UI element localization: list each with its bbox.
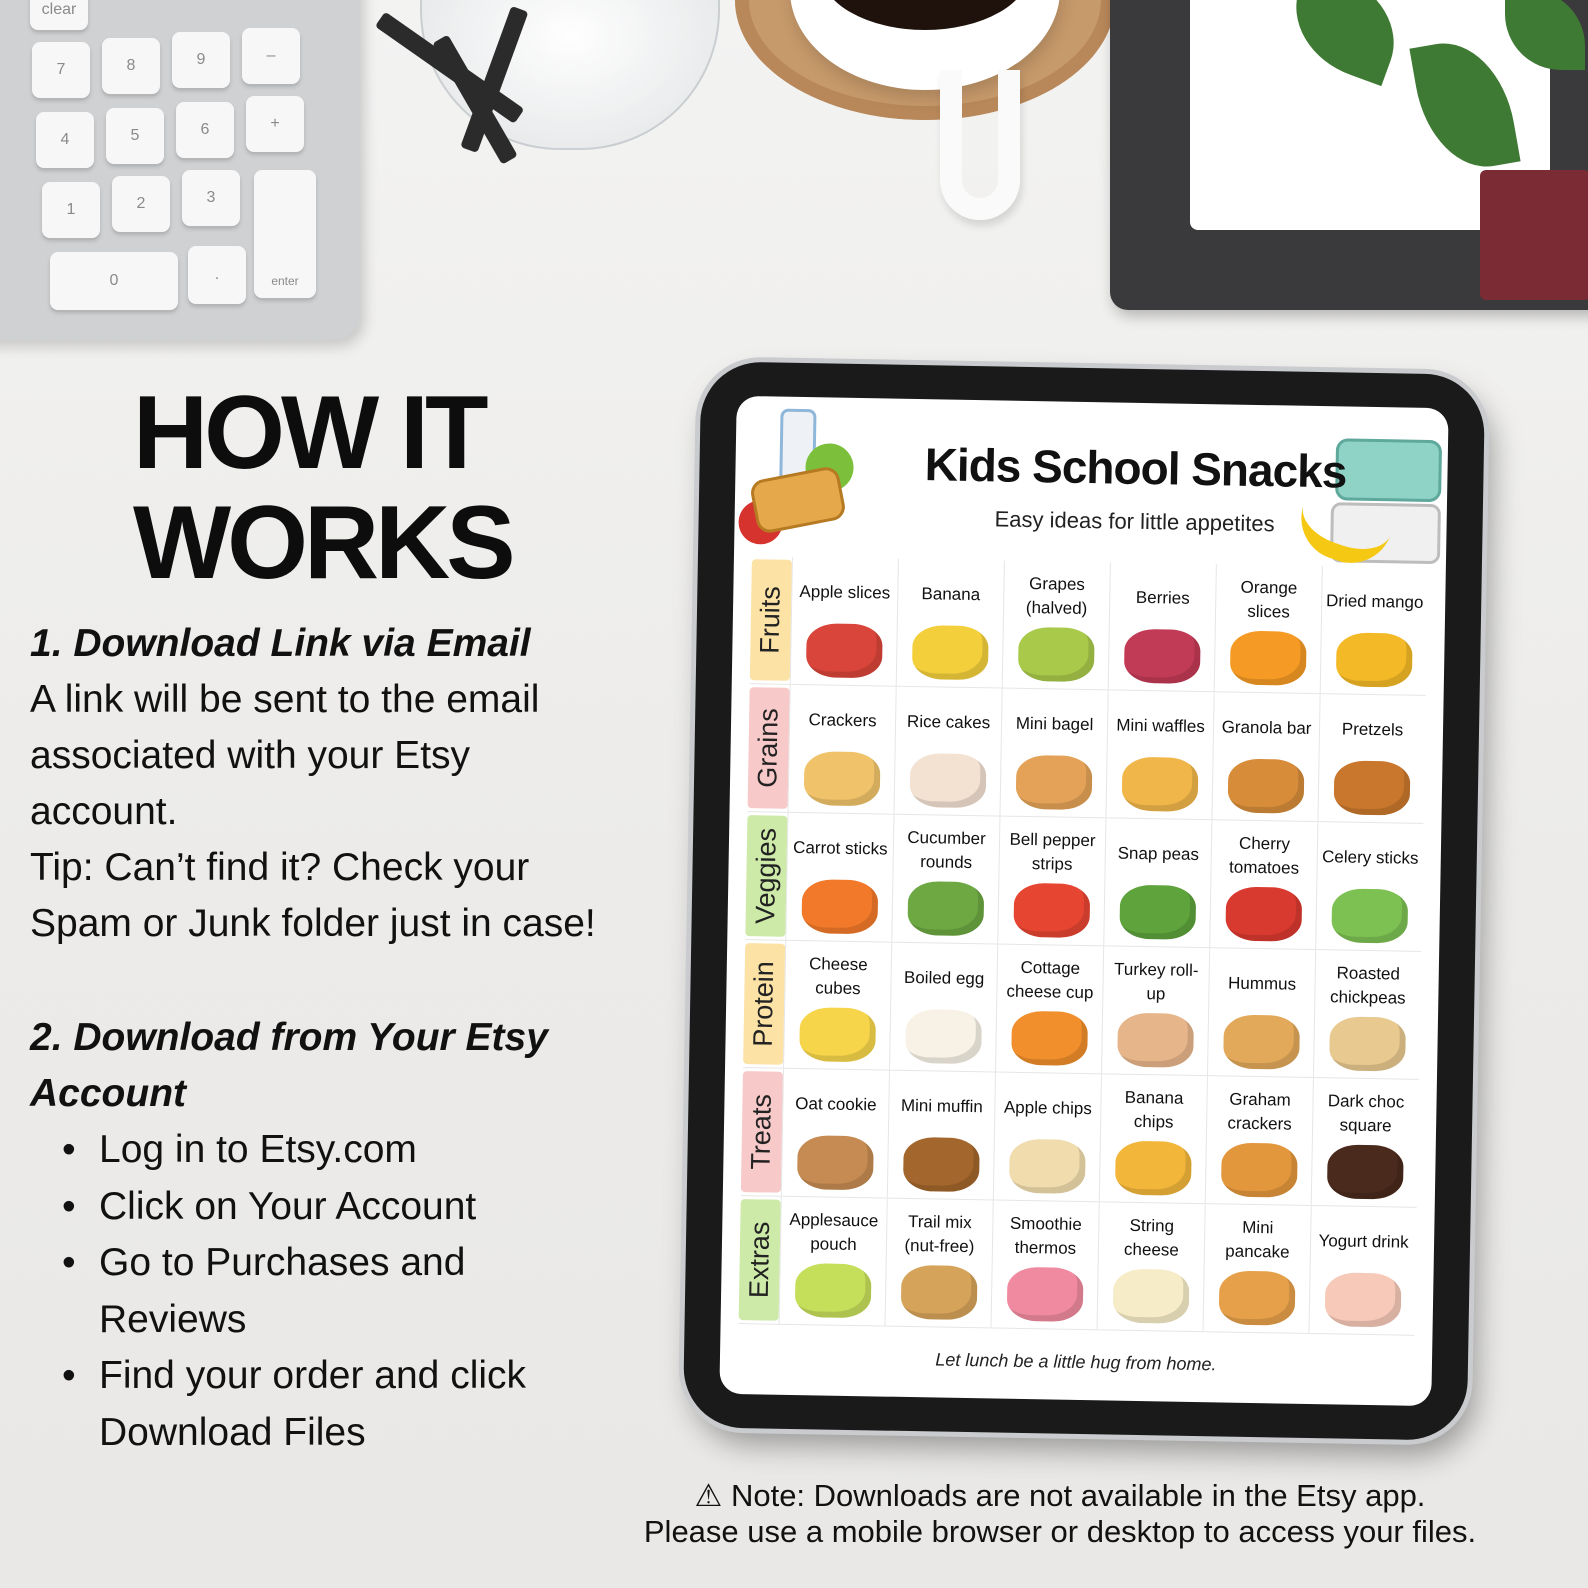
snack-food-icon (1117, 1013, 1194, 1068)
snack-label: Hummus (1227, 973, 1297, 994)
snack-cell (1103, 818, 1211, 947)
snack-food-icon (803, 751, 880, 806)
snack-row (748, 684, 1426, 824)
step-1-tip: Spam or Junk folder just in case! (30, 902, 596, 945)
cup-handle (940, 70, 1020, 220)
snack-food-icon (911, 625, 988, 680)
snack-label: Boiled egg (903, 967, 985, 989)
keyboard-key: 2 (112, 176, 170, 232)
snack-label: Berries (1135, 587, 1190, 608)
snack-food-icon (1218, 1270, 1295, 1325)
snack-cell (887, 1071, 995, 1200)
snack-food-icon (1223, 1014, 1300, 1069)
snack-cell (1207, 948, 1315, 1077)
snack-cell (1105, 690, 1213, 819)
snack-cell (779, 1197, 887, 1326)
snack-food-icon (805, 623, 882, 678)
snack-row (743, 940, 1421, 1080)
snack-label: Celery sticks (1321, 847, 1419, 868)
snack-sheet-subtitle: Easy ideas for little appetites (994, 506, 1275, 537)
list-item-text: Reviews (99, 1297, 247, 1341)
snack-food-icon (907, 881, 984, 936)
category-label (741, 1071, 783, 1193)
sandwich-icon (749, 465, 848, 535)
snack-label: Mini waffles (1116, 715, 1205, 737)
step-1-tip: Tip: Can’t find it? Check your (30, 846, 530, 889)
snack-cell (783, 941, 891, 1070)
snack-cell (896, 559, 1004, 688)
keyboard (0, 0, 360, 340)
snack-food-icon (1123, 629, 1200, 684)
category-name: Veggies (750, 827, 782, 925)
snack-food-icon (1008, 1139, 1085, 1194)
snack-food-icon (1119, 885, 1196, 940)
snack-food-icon (799, 1007, 876, 1062)
snack-cell (995, 944, 1103, 1073)
list-item-text: Download Files (99, 1410, 366, 1454)
snack-row (750, 556, 1428, 696)
keyboard-key: – (242, 28, 300, 84)
list-item (62, 1235, 682, 1348)
snack-label: Mini pancake (1225, 1217, 1290, 1262)
keyboard-key: 5 (106, 108, 164, 164)
list-item-text: Find your order and click (99, 1354, 527, 1397)
page-title-line: HOW IT (133, 375, 485, 491)
snack-label: Cherry tomatoes (1228, 833, 1300, 878)
keyboard-key: 6 (176, 102, 234, 158)
keyboard-key: 3 (182, 170, 240, 226)
snack-food-icon (1112, 1269, 1189, 1324)
snack-label: Orange slices (1240, 577, 1298, 622)
category-name: Protein (747, 960, 780, 1047)
snack-cell (785, 813, 893, 942)
snack-cell (1108, 562, 1216, 691)
snack-cell (889, 943, 997, 1072)
snack-cell (1097, 1202, 1205, 1331)
snack-label: Cottage cheese cup (1006, 957, 1094, 1003)
snack-food-icon (1011, 1011, 1088, 1066)
snack-cell (891, 815, 999, 944)
snack-cell (1315, 822, 1423, 951)
snack-label: Roasted chickpeas (1329, 963, 1406, 1008)
snack-food-icon (1013, 883, 1090, 938)
snack-label: Mini bagel (1015, 713, 1094, 735)
page-title-line: WORKS (133, 485, 512, 601)
snack-label: Pretzels (1341, 719, 1404, 740)
keyboard-key: 9 (172, 32, 230, 88)
snack-label: Mini muffin (900, 1095, 983, 1117)
keyboard-key: 8 (102, 38, 160, 94)
snack-cell (991, 1200, 1099, 1329)
snack-label: Bell pepper strips (1009, 829, 1096, 874)
category-label (739, 1199, 781, 1321)
keyboard-key: 4 (36, 112, 94, 168)
snack-label: Banana chips (1124, 1087, 1184, 1132)
category-name: Fruits (754, 585, 786, 654)
snack-food-icon (1324, 1272, 1401, 1327)
note (560, 1478, 1560, 1550)
snack-label: Crackers (808, 710, 877, 731)
snack-food-icon (905, 1009, 982, 1064)
snack-label: Dark choc square (1327, 1091, 1405, 1136)
snack-label: Turkey roll-up (1113, 959, 1199, 1004)
snack-food-icon (1015, 755, 1092, 810)
snack-cell (999, 689, 1107, 818)
snack-food-icon (1326, 1144, 1403, 1199)
snack-sheet-footer: Let lunch be a little hug from home. (935, 1349, 1217, 1375)
notebook-strap (1480, 170, 1588, 300)
snack-food-icon (909, 753, 986, 808)
step-1-title: 1. Download Link via Email (30, 622, 531, 665)
snack-food-icon (1017, 627, 1094, 682)
snack-food-icon (1335, 632, 1412, 687)
snack-label: Carrot sticks (792, 837, 888, 859)
list-item (62, 1179, 682, 1236)
list-item-text: Go to Purchases and (99, 1241, 466, 1284)
step-2-title-line: Account (30, 1072, 186, 1115)
snack-label: Snap peas (1117, 843, 1200, 864)
snack-row (739, 1196, 1417, 1336)
list-item (62, 1122, 682, 1179)
snack-food-icon (1121, 757, 1198, 812)
snack-label: Banana (921, 584, 981, 605)
snack-cell (997, 817, 1105, 946)
category-name: Grains (752, 707, 784, 788)
step-2-list (62, 1122, 682, 1461)
snack-grid (739, 556, 1428, 1336)
category-label (750, 559, 792, 681)
snack-cell (1313, 950, 1421, 1079)
snack-cell (788, 685, 896, 814)
list-item-text: Log in to Etsy.com (99, 1128, 417, 1171)
list-item (62, 1348, 682, 1461)
snack-food-icon (1333, 760, 1410, 815)
snack-label: String cheese (1123, 1215, 1179, 1260)
snack-cell (1214, 564, 1322, 693)
snack-food-icon (794, 1263, 871, 1318)
snack-food-icon (1006, 1267, 1083, 1322)
keyboard-key: 1 (42, 182, 100, 238)
keyboard-key: 0 (50, 252, 178, 310)
category-name: Treats (745, 1093, 778, 1170)
tablet-screen (719, 396, 1448, 1406)
category-label (743, 943, 785, 1065)
snack-label: Cheese cubes (808, 954, 868, 999)
snack-label: Trail mix (nut-free) (904, 1211, 975, 1257)
snack-cell (1311, 1078, 1419, 1207)
step-1-line: associated with your Etsy (30, 734, 471, 777)
keyboard-key-enter: enter (254, 170, 316, 298)
snack-cell (1308, 1206, 1416, 1335)
keyboard-key: + (246, 96, 304, 152)
snack-cell (790, 557, 898, 686)
keyboard-key: 7 (32, 42, 90, 98)
snack-food-icon (796, 1135, 873, 1190)
snack-food-icon (801, 879, 878, 934)
step-1-body (30, 672, 680, 952)
note-line: Please use a mobile browser or desktop to access your files. (643, 1514, 1477, 1549)
snack-label: Yogurt drink (1318, 1231, 1409, 1252)
snack-cell (1205, 1076, 1313, 1205)
category-name: Extras (743, 1221, 775, 1299)
snack-cell (1002, 561, 1110, 690)
snack-row (745, 812, 1423, 952)
snack-cell (885, 1199, 993, 1328)
snack-cell (893, 687, 1001, 816)
snack-cell (781, 1069, 889, 1198)
snack-label: Granola bar (1221, 717, 1312, 738)
snack-label: Oat cookie (795, 1093, 877, 1115)
snack-label: Rice cakes (906, 711, 991, 733)
snack-row (741, 1068, 1419, 1208)
tablet (683, 361, 1485, 1441)
snack-label: Dried mango (1325, 591, 1424, 612)
snack-label: Applesauce pouch (789, 1209, 879, 1255)
snack-cell (1101, 946, 1209, 1075)
snack-cell (1317, 694, 1425, 823)
snack-food-icon (1114, 1141, 1191, 1196)
snack-food-icon (1220, 1142, 1297, 1197)
page-title (133, 375, 553, 601)
snack-cell (1320, 566, 1428, 695)
note-line: ⚠ Note: Downloads are not available in the Etsy app. (694, 1478, 1426, 1513)
keyboard-key-clear: clear (30, 0, 88, 30)
snack-food-icon (1331, 888, 1408, 943)
step-1-line: account. (30, 790, 178, 833)
snack-cell (1209, 820, 1317, 949)
list-item-text: Click on Your Account (99, 1184, 477, 1228)
snack-sheet-title: Kids School Snacks (924, 438, 1347, 498)
snack-label: Smoothie thermos (1009, 1213, 1082, 1258)
snack-label: Apple slices (799, 581, 891, 603)
snack-label: Grapes (halved) (1025, 573, 1088, 619)
snack-food-icon (1329, 1016, 1406, 1071)
snack-food-icon (900, 1265, 977, 1320)
step-1-line: A link will be sent to the email (30, 678, 540, 721)
snack-cell (1211, 692, 1319, 821)
snack-label: Cucumber rounds (907, 827, 986, 873)
snack-label: Graham crackers (1227, 1089, 1292, 1134)
category-label (748, 687, 790, 809)
snack-label: Apple chips (1003, 1097, 1092, 1119)
snack-food-icon (902, 1137, 979, 1192)
keyboard-key: . (188, 246, 246, 304)
step-2-title (30, 1010, 548, 1122)
snack-food-icon (1225, 886, 1302, 941)
snack-cell (1203, 1204, 1311, 1333)
snack-cell (1099, 1074, 1207, 1203)
category-label (745, 815, 787, 937)
snack-cell (993, 1072, 1101, 1201)
snack-food-icon (1229, 631, 1306, 686)
step-2-title-line: 2. Download from Your Etsy (30, 1016, 548, 1059)
snack-food-icon (1227, 758, 1304, 813)
